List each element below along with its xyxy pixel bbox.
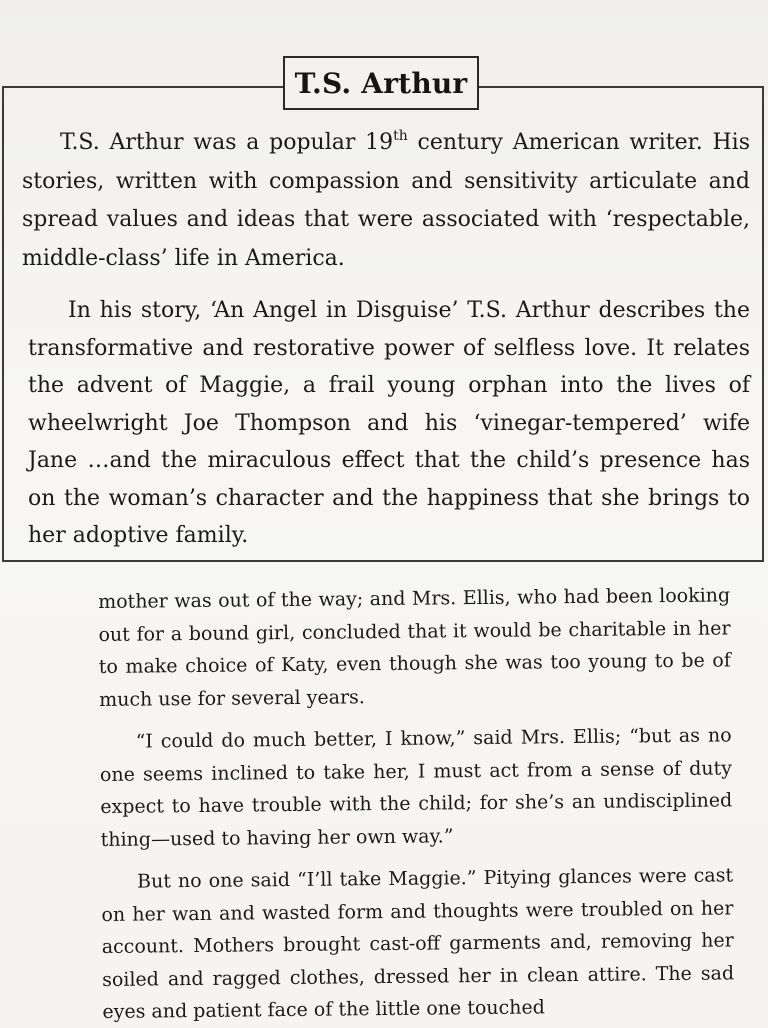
intro-paragraph-2: In his story, ‘An Angel in Disguise’ T.S. Arthur describes the transformative and restorative power of selfless love. It relates the advent of Maggie, a frail young orphan into the lives of wheelwright Joe Thompson and his ‘vinegar-tempered’ wife Jane …and the miraculous effect that the child’s presence has on the woman’s character and the happiness that she brings to her adoptive family. [28, 298, 750, 548]
story-paragraph-2: “I could do much better, I know,” said Mrs. Ellis; “but as no one seems inclined to take her, I must act from a sense of duty expect to have trouble with the child; for she’s an undisciplined thing—used to having her own way.” [99, 724, 733, 851]
author-title-box [283, 56, 479, 110]
intro-p1-start: T.S. Arthur was a popular 19 [60, 130, 394, 155]
intro-paragraph-1 [22, 124, 750, 278]
story-text [98, 579, 735, 1028]
author-title: T.S. Arthur [294, 66, 468, 100]
story-paragraph-1: mother was out of the way; and Mrs. Ellis, who had been looking out for a bound girl, concluded that it would be charitable in her to make choice of Katy, even though she was too young to be of much use for several years. [98, 584, 731, 711]
intro-p1-superscript: th [393, 128, 408, 144]
story-paragraph-3: But no one said “I’ll take Maggie.” Pitying glances were cast on her wan and wasted form and thoughts were troubled on her account. Mothers brought cast-off garments and, removing her soiled and ragged clothes, dressed her in clean attire. The sad eyes and patient face of the little one touched [101, 864, 735, 1023]
intro-p1-end: century American writer. His stories, written with compassion and sensitivity articulate and spread values and ideas that were associated with ‘respectable, middle-class’ life in America. [22, 130, 750, 271]
